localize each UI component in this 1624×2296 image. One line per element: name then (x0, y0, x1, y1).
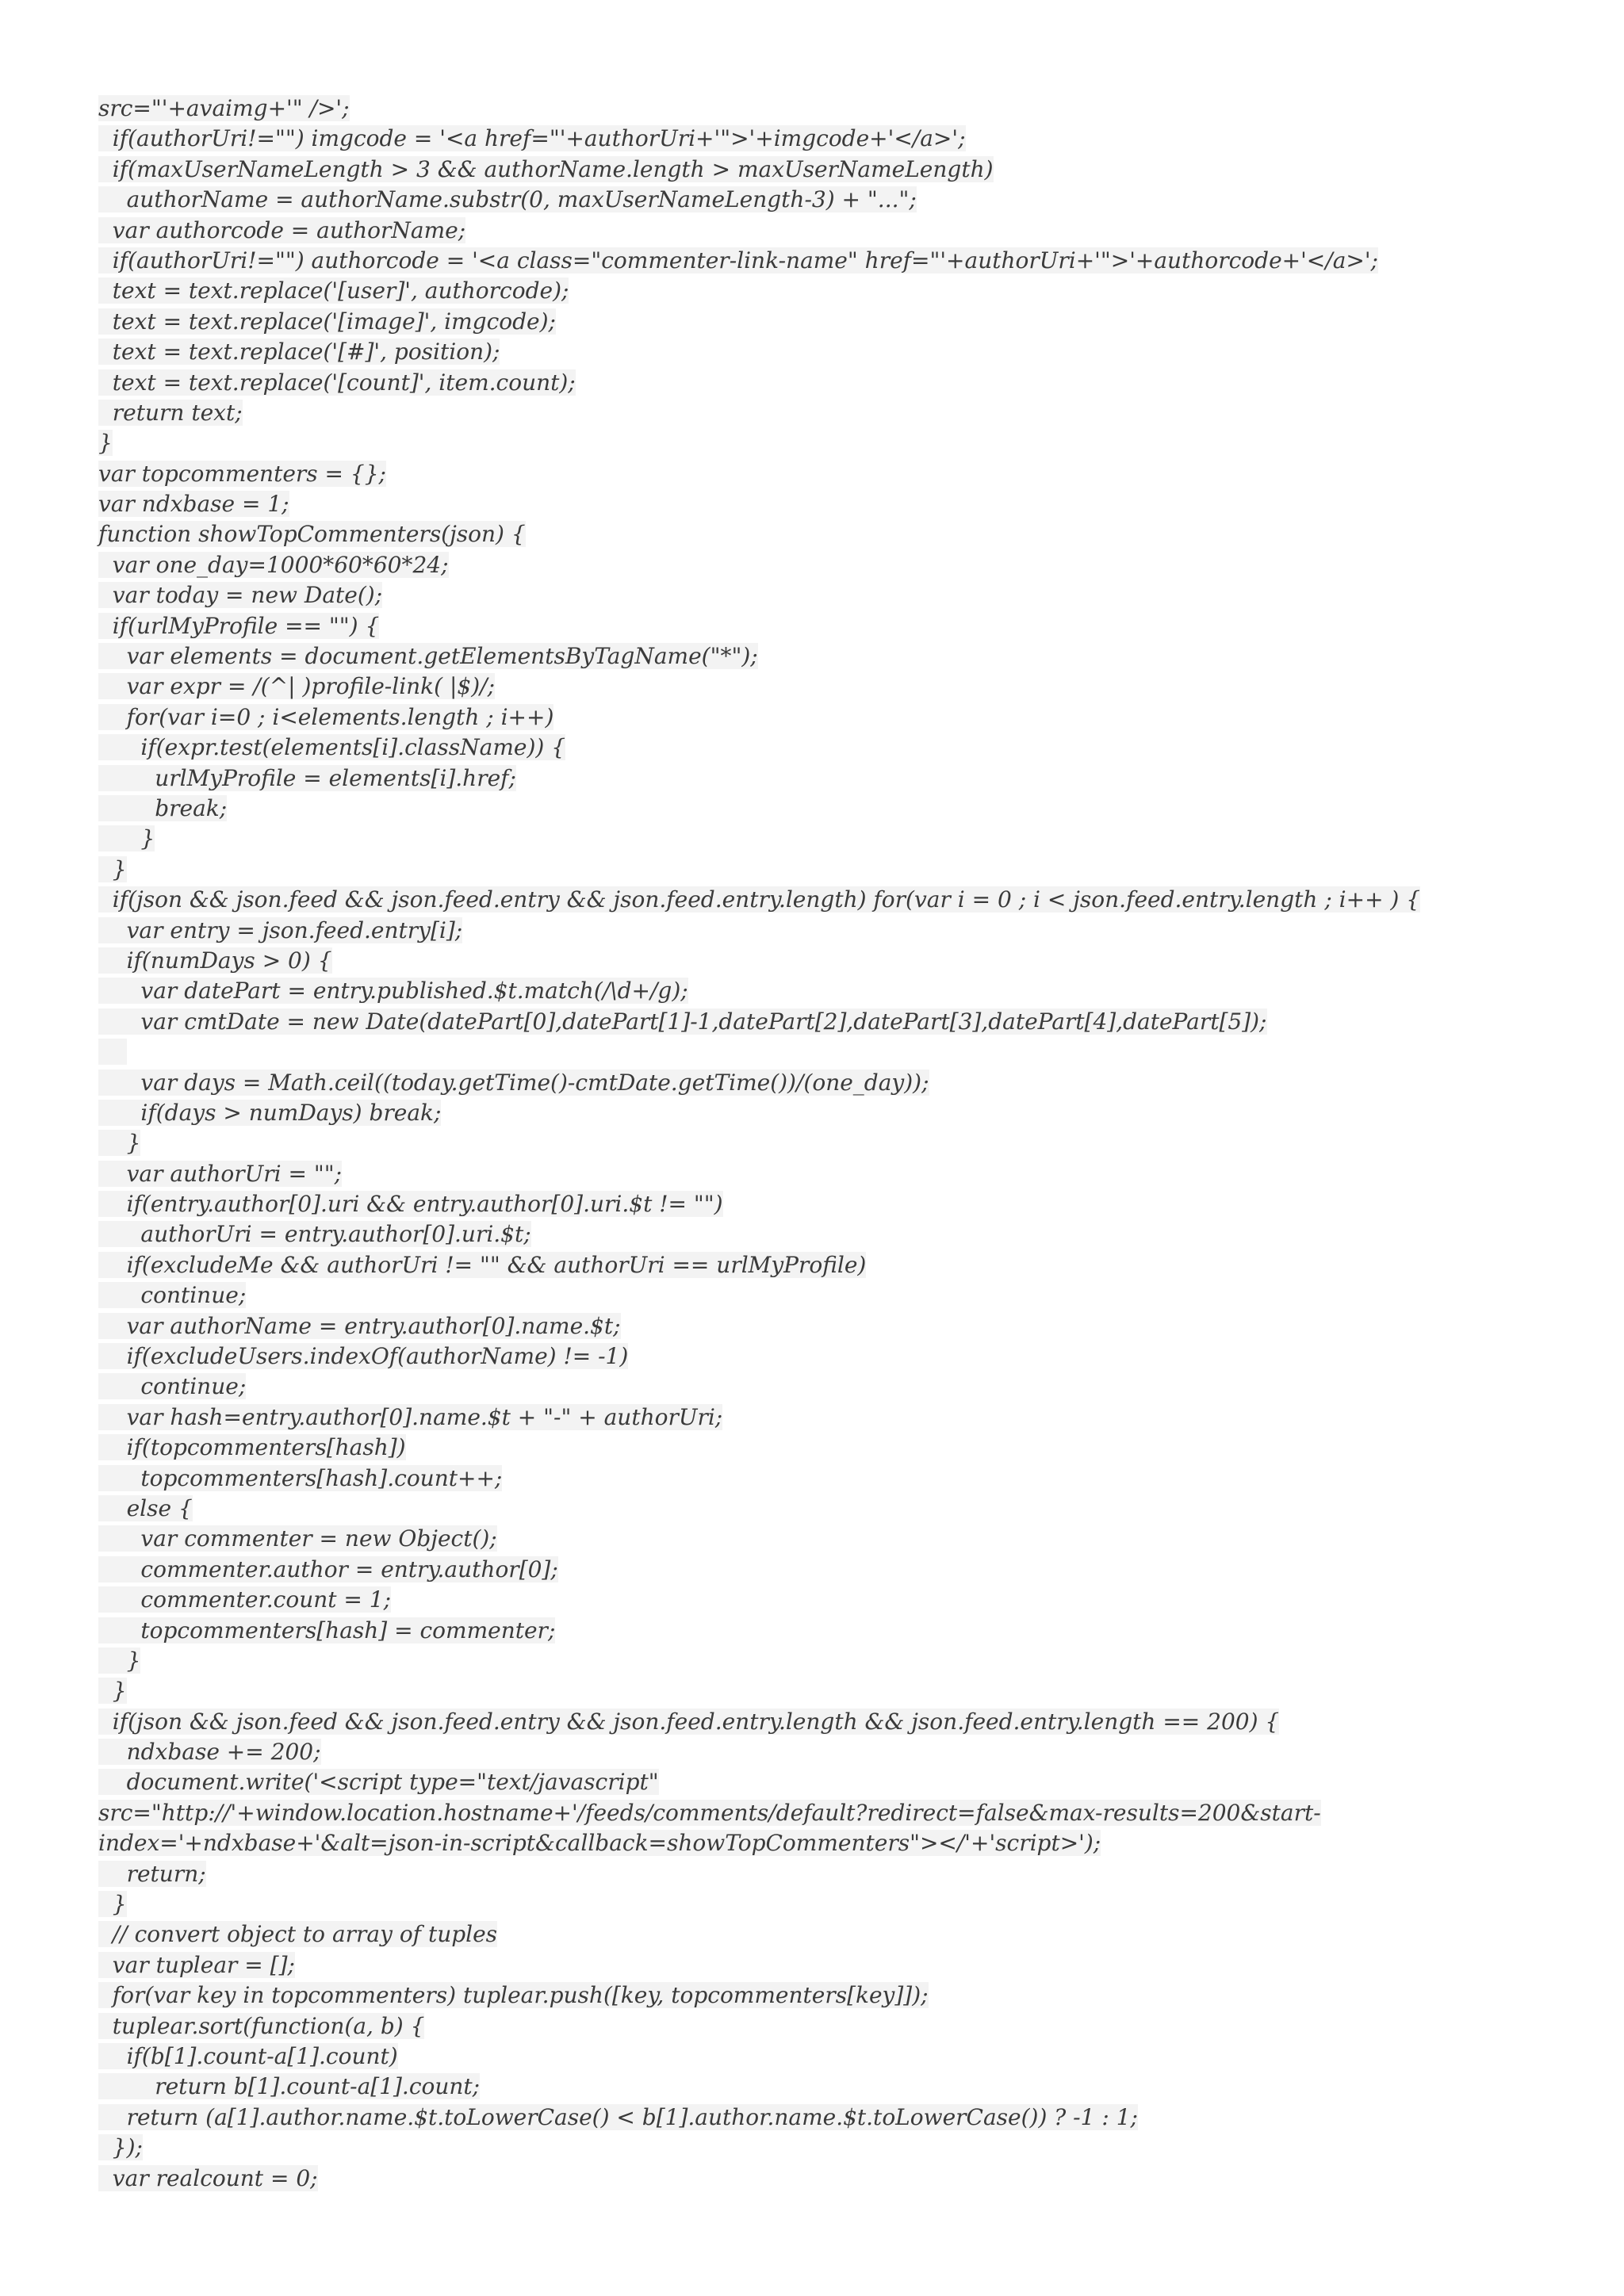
code-line-text: text = text.replace('[#]', position); (98, 339, 500, 365)
code-line (98, 2042, 1526, 2072)
code-line-text: if(expr.test(elements[i].className)) { (98, 734, 566, 761)
code-line (98, 1828, 1526, 1858)
code-line-text: var commenter = new Object(); (98, 1525, 497, 1552)
code-line (98, 94, 1526, 124)
code-line-text: if(maxUserNameLength > 3 && authorName.length > maxUserNameLength) (98, 155, 994, 182)
code-line-text: var ndxbase = 1; (98, 491, 289, 518)
code-line (98, 1219, 1526, 1249)
code-line-text (98, 1039, 127, 1065)
code-line-text: var one_day=1000*60*60*24; (98, 551, 449, 578)
code-line-text: if(json && json.feed && json.feed.entry && json.feed.entry.length && json.feed.entry.length == 200) { (98, 1708, 1280, 1735)
code-line (98, 428, 1526, 458)
code-line-text: return b[1].count-a[1].count; (98, 2073, 481, 2100)
code-line-text: // convert object to array of tuples (98, 1921, 498, 1948)
code-line-text: var authorUri = ""; (98, 1160, 343, 1187)
code-line (98, 885, 1526, 915)
code-listing (98, 94, 1526, 2194)
code-line (98, 1737, 1526, 1767)
code-line (98, 1311, 1526, 1341)
code-line (98, 1341, 1526, 1372)
code-line (98, 155, 1526, 185)
code-line-text: topcommenters[hash].count++; (98, 1464, 503, 1491)
code-line (98, 216, 1526, 246)
code-line-text: var topcommenters = {}; (98, 460, 386, 487)
code-line-text: var cmtDate = new Date(datePart[0],datePart[1]-1,datePart[2],datePart[3],datePart[4],datePart[5]); (98, 1008, 1267, 1035)
code-line-text: } (98, 825, 155, 852)
code-line (98, 2103, 1526, 2133)
code-line (98, 1007, 1526, 1037)
code-line-text: var hash=entry.author[0].name.$t + "-" + authorUri; (98, 1403, 723, 1430)
code-line-text: src="'+avaimg+'" />'; (98, 95, 350, 121)
code-line (98, 1767, 1526, 1797)
code-line (98, 550, 1526, 580)
code-line-text: if(days > numDays) break; (98, 1099, 442, 1126)
code-line (98, 641, 1526, 672)
code-line (98, 1919, 1526, 1950)
code-line (98, 1707, 1526, 1737)
code-line-text: }); (98, 2134, 143, 2161)
code-line-text: function showTopCommenters(json) { (98, 521, 526, 548)
code-line-text: } (98, 430, 113, 457)
code-line (98, 1402, 1526, 1433)
code-line (98, 1585, 1526, 1615)
code-line-text: break; (98, 794, 228, 821)
code-line (98, 2133, 1526, 2163)
code-line (98, 1555, 1526, 1585)
code-line (98, 1068, 1526, 1098)
code-line (98, 124, 1526, 154)
code-line-text: var authorName = entry.author[0].name.$t; (98, 1312, 621, 1339)
code-line (98, 307, 1526, 337)
code-line (98, 1494, 1526, 1524)
code-line-text: ndxbase += 200; (98, 1739, 321, 1766)
code-line-text: if(entry.author[0].uri && entry.author[0].uri.$t != "") (98, 1191, 723, 1218)
code-line-text: if(topcommenters[hash]) (98, 1434, 406, 1461)
code-line (98, 1433, 1526, 1463)
code-line-text: commenter.count = 1; (98, 1586, 392, 1613)
code-line-text: for(var key in topcommenters) tuplear.push([key, topcommenters[key]]); (98, 1982, 929, 2009)
code-line-text: authorUri = entry.author[0].uri.$t; (98, 1221, 531, 1248)
code-line (98, 763, 1526, 794)
code-line (98, 1524, 1526, 1554)
code-line (98, 794, 1526, 824)
code-line (98, 824, 1526, 854)
code-line-text: var realcount = 0; (98, 2164, 318, 2191)
code-line (98, 733, 1526, 763)
code-line (98, 1859, 1526, 1889)
code-line (98, 1616, 1526, 1646)
code-line (98, 1250, 1526, 1280)
code-line-text: var elements = document.getElementsByTagName("*"); (98, 643, 758, 670)
code-line-text: return text; (98, 399, 243, 426)
code-line (98, 916, 1526, 946)
code-line (98, 276, 1526, 306)
code-line (98, 611, 1526, 641)
code-line (98, 2011, 1526, 2042)
code-line-text: index='+ndxbase+'&alt=json-in-script&callback=showTopCommenters"></'+'script>'); (98, 1830, 1101, 1857)
code-line-text: tuplear.sort(function(a, b) { (98, 2012, 425, 2039)
code-line-text: } (98, 1891, 127, 1918)
code-line (98, 1128, 1526, 1158)
code-line-text: } (98, 1130, 141, 1157)
code-line (98, 398, 1526, 428)
code-line-text: continue; (98, 1282, 247, 1309)
code-line-text: return; (98, 1860, 206, 1887)
code-line (98, 246, 1526, 276)
code-line (98, 672, 1526, 702)
code-line-text: if(b[1].count-a[1].count) (98, 2043, 398, 2069)
code-line (98, 2072, 1526, 2102)
code-line-text: if(authorUri!="") imgcode = '<a href="'+authorUri+'">'+imgcode+'</a>'; (98, 125, 966, 152)
code-line-text: text = text.replace('[image]', imgcode); (98, 308, 556, 335)
code-line-text: } (98, 1647, 141, 1674)
code-line (98, 1280, 1526, 1311)
code-line-text: text = text.replace('[user]', authorcode); (98, 277, 569, 304)
code-line-text: authorName = authorName.substr(0, maxUserNameLength-3) + "..."; (98, 186, 917, 213)
code-line-text: topcommenters[hash] = commenter; (98, 1617, 556, 1644)
code-line-text: if(json && json.feed && json.feed.entry && json.feed.entry.length) for(var i = 0 ; i < json.feed.entry.length ; i++ ) { (98, 886, 1421, 913)
code-line (98, 1159, 1526, 1189)
code-line (98, 519, 1526, 549)
code-line-text: } (98, 855, 127, 882)
code-line-text: else { (98, 1494, 193, 1521)
code-line-text: var expr = /(^| )profile-link( |$)/; (98, 673, 496, 700)
code-line-text: var tuplear = []; (98, 1951, 295, 1978)
code-line (98, 1037, 1526, 1067)
code-line (98, 1950, 1526, 1980)
code-line (98, 489, 1526, 519)
code-line-text: } (98, 1678, 127, 1705)
code-line (98, 1372, 1526, 1402)
code-line-text: var today = new Date(); (98, 582, 383, 609)
code-line-text: var authorcode = authorName; (98, 216, 466, 243)
code-line-text: var days = Math.ceil((today.getTime()-cmtDate.getTime())/(one_day)); (98, 1069, 929, 1096)
code-line-text: continue; (98, 1373, 247, 1400)
code-line (98, 702, 1526, 733)
code-line (98, 1189, 1526, 1219)
code-line (98, 1464, 1526, 1494)
code-line-text: if(urlMyProfile == "") { (98, 612, 380, 639)
code-line-text: if(numDays > 0) { (98, 947, 332, 974)
code-line-text: text = text.replace('[count]', item.count); (98, 369, 576, 396)
code-line (98, 1889, 1526, 1919)
code-line-text: document.write('<script type="text/javascript" (98, 1769, 659, 1796)
code-line (98, 337, 1526, 367)
code-line (98, 1646, 1526, 1676)
code-line (98, 946, 1526, 976)
code-line (98, 368, 1526, 398)
code-line-text: var datePart = entry.published.$t.match(/\d+/g); (98, 978, 688, 1004)
code-line-text: if(excludeMe && authorUri != "" && authorUri == urlMyProfile) (98, 1251, 867, 1278)
code-line-text: if(excludeUsers.indexOf(authorName) != -1) (98, 1343, 629, 1370)
code-line-text: src="http://'+window.location.hostname+'/feeds/comments/default?redirect=false&max-results=200&start- (98, 1799, 1321, 1826)
code-line-text: return (a[1].author.name.$t.toLowerCase() < b[1].author.name.$t.toLowerCase()) ? -1 : 1; (98, 2103, 1138, 2130)
code-line (98, 1980, 1526, 2011)
code-line-text: commenter.author = entry.author[0]; (98, 1556, 558, 1582)
code-line-text: if(authorUri!="") authorcode = '<a class="commenter-link-name" href="'+authorUri+'">'+authorcode+'</a>'; (98, 247, 1378, 274)
code-line (98, 580, 1526, 610)
code-line (98, 459, 1526, 489)
code-line-text: var entry = json.feed.entry[i]; (98, 916, 463, 943)
code-line (98, 185, 1526, 215)
code-line (98, 2164, 1526, 2194)
code-line (98, 1798, 1526, 1828)
code-line (98, 1676, 1526, 1706)
code-line-text: urlMyProfile = elements[i].href; (98, 764, 516, 791)
code-line (98, 976, 1526, 1006)
code-line (98, 855, 1526, 885)
code-line-text: for(var i=0 ; i<elements.length ; i++) (98, 703, 554, 730)
code-line (98, 1098, 1526, 1128)
